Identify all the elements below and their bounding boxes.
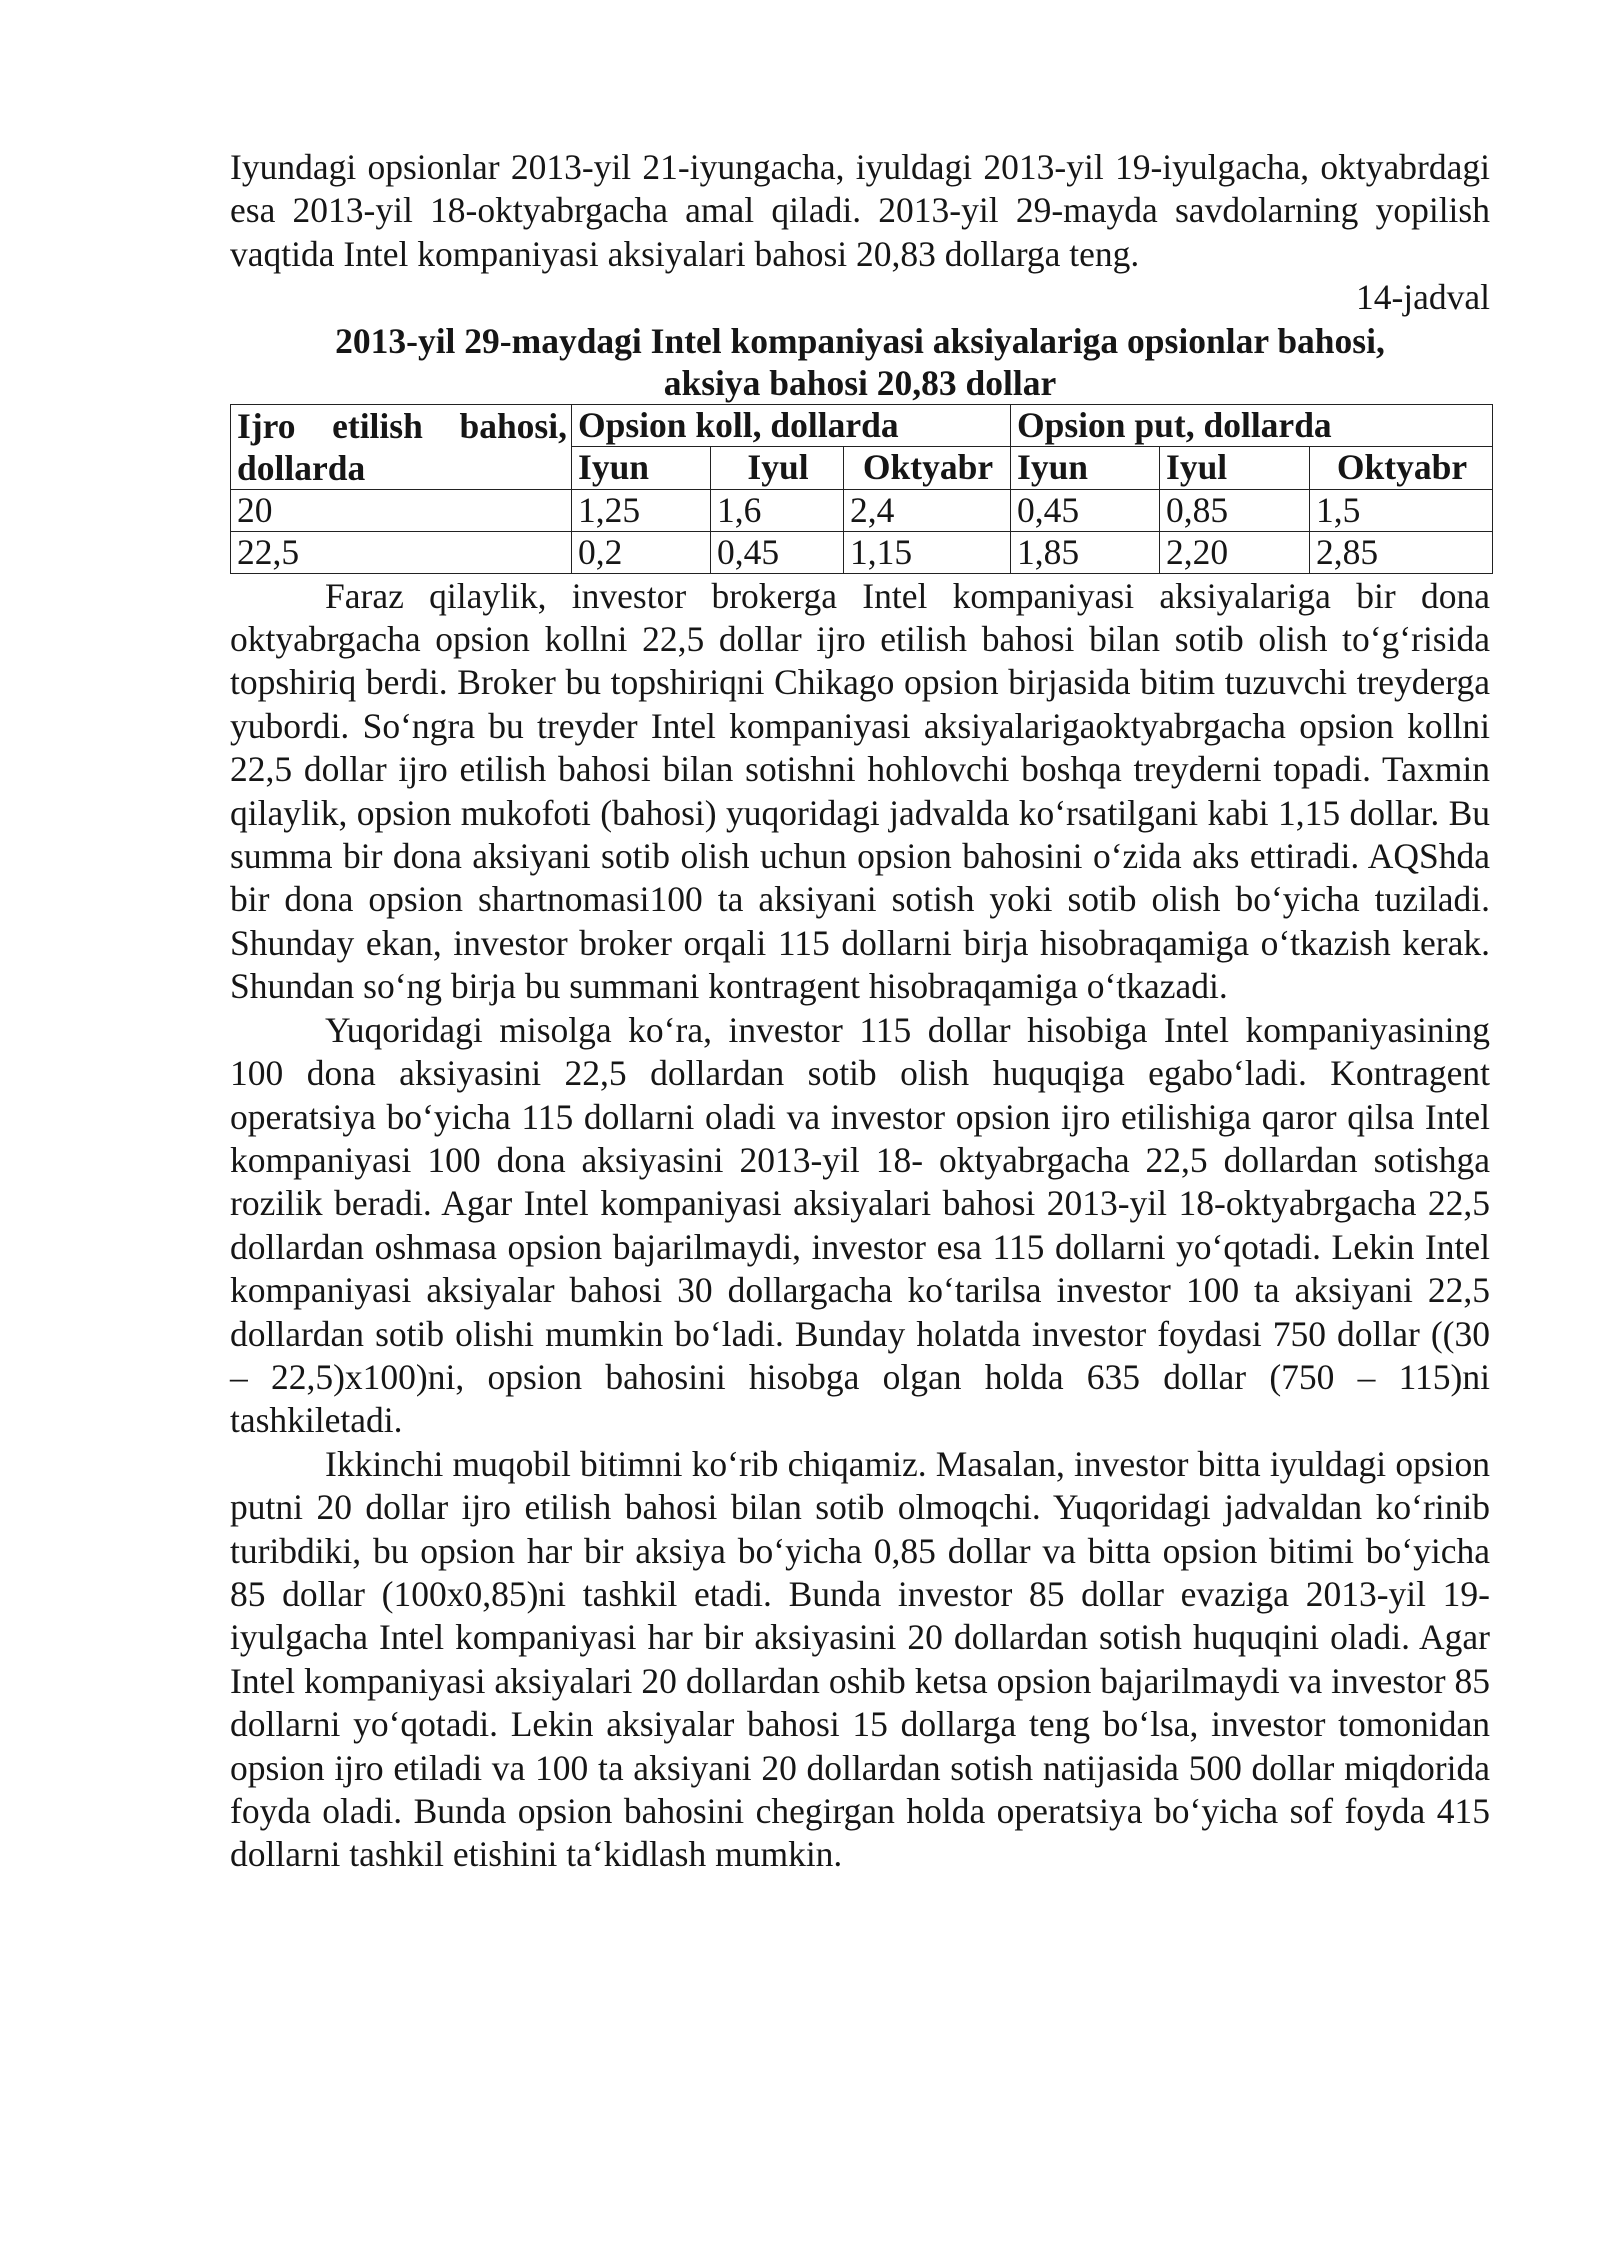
header-put-option: Opsion put, dollarda <box>1011 404 1493 447</box>
body-paragraph: Ikkinchi muqobil bitimni ko‘rib chiqamiz. Masalan, investor bitta iyuldagi opsion putni 20 dollar ijro etilish bahosi bilan sotib olmoqchi. Yuqoridagi jadvaldan ko‘rinib turibdiki, bu opsion har bir aksiya bo‘yicha 0,85 dollar va bitta opsion bitimi bo‘yicha 85 dollar (100x0,85)ni tashkil etadi. Bunda investor 85 dollar evaziga 2013-yil 19-iyulgacha Intel kompaniyasi har bir aksiyasini 20 dollardan sotish huquqini oladi. Agar Intel kompaniyasi aksiyalari 20 dollardan oshib ketsa opsion bajarilmaydi va investor 85 dollarni yo‘qotadi. Lekin aksiyalar bahosi 15 dollarga teng bo‘lsa, investor tomonidan opsion ijro etiladi va 100 ta aksiyani 20 dollardan sotish natijasida 500 dollar miqdorida foyda oladi. Bunda opsion bahosini chegirgan holda operatsiya bo‘yicha sof foyda 415 dollarni tashkil etishini ta‘kidlash mumkin. <box>230 1443 1490 1875</box>
intro-paragraph: Iyundagi opsionlar 2013-yil 21-iyungacha, iyuldagi 2013-yil 19-iyulgacha, oktyabrdagi esa 2013-yil 18-oktyabrgacha amal qiladi. 2013-yil 29-mayda savdolarning yopilish vaqtida Intel kompaniyasi aksiyalari bahosi 20,83 dollarga teng. <box>230 147 1490 274</box>
body-paragraph: Faraz qilaylik, investor brokerga Intel kompaniyasi aksiyalariga bir dona oktyabrgacha opsion kollni 22,5 dollar ijro etilish bahosi bilan sotib olish to‘g‘risida topshiriq berdi. Broker bu topshiriqni Chikago opsion birjasida bitim tuzuvchi treyderga yubordi. So‘ngra bu treyder Intel kompaniyasi aksiyalarigaoktyabrgacha opsion kollni 22,5 dollar ijro etilish bahosi bilan sotishni hohlovchi boshqa treyderni topadi. Taxmin qilaylik, opsion mukofoti (bahosi) yuqoridagi jadvalda ko‘rsatilgani kabi 1,15 dollar. Bu summa bir dona aksiyani sotib olish uchun opsion bahosini o‘zida aks ettiradi. AQShda bir dona opsion shartnomasi100 ta aksiyani sotish yoki sotib olish bo‘yicha tuziladi. Shunday ekan, investor broker orqali 115 dollarni birja hisobraqamiga o‘tkazish kerak. Shundan so‘ng birja bu summani kontragent hisobraqamiga o‘tkazadi. <box>230 575 1490 1007</box>
table-cell: 22,5 <box>231 531 572 573</box>
options-price-table <box>230 404 1493 574</box>
body-paragraph: Yuqoridagi misolga ko‘ra, investor 115 dollar hisobiga Intel kompaniyasining 100 dona aksiyasini 22,5 dollardan sotib olish huquqiga egabo‘ladi. Kontragent operatsiya bo‘yicha 115 dollarni oladi va investor opsion ijro etilishiga qaror qilsa Intel kompaniyasi 100 dona aksiyasini 2013-yil 18- oktyabrgacha 22,5 dollardan sotishga rozilik beradi. Agar Intel kompaniyasi aksiyalari bahosi 2013-yil 18-oktyabrgacha 22,5 dollardan oshmasa opsion bajarilmaydi, investor esa 115 dollarni yo‘qotadi. Lekin Intel kompaniyasi aksiyalar bahosi 30 dollargacha ko‘tarilsa investor 100 ta aksiyani 22,5 dollardan sotib olishi mumkin bo‘ladi. Bunday holatda investor foydasi 750 dollar ((30 – 22,5)x100)ni, opsion bahosini hisobga olgan holda 635 dollar (750 – 115)ni tashkiletadi. <box>230 1009 1490 1441</box>
header-month: Iyun <box>572 447 711 490</box>
header-month: Iyul <box>711 447 844 490</box>
table-cell: 1,25 <box>572 489 711 531</box>
header-strike-price: Ijro etilish bahosi, dollarda <box>231 404 572 489</box>
table-cell: 2,85 <box>1310 531 1493 573</box>
table-cell: 2,4 <box>844 489 1011 531</box>
table-number: 14-jadval <box>1355 277 1490 318</box>
table-cell: 2,20 <box>1160 531 1310 573</box>
table-row <box>231 531 1493 573</box>
table-cell: 20 <box>231 489 572 531</box>
table-cell: 1,5 <box>1310 489 1493 531</box>
header-call-option: Opsion koll, dollarda <box>572 404 1011 447</box>
header-month: Oktyabr <box>844 447 1011 490</box>
header-month: Iyul <box>1160 447 1310 490</box>
document-page <box>230 146 1490 1877</box>
table-row <box>231 489 1493 531</box>
table-cell: 0,45 <box>1011 489 1160 531</box>
table-cell: 1,6 <box>711 489 844 531</box>
table-header-row <box>231 404 1493 447</box>
table-cell: 1,85 <box>1011 531 1160 573</box>
table-cell: 0,2 <box>572 531 711 573</box>
table-cell: 0,85 <box>1160 489 1310 531</box>
table-title: 2013-yil 29-maydagi Intel kompaniyasi aksiyalariga opsionlar bahosi, aksiya bahosi 20,83 dollar <box>335 320 1385 403</box>
header-month: Oktyabr <box>1310 447 1493 490</box>
table-cell: 0,45 <box>711 531 844 573</box>
header-month: Iyun <box>1011 447 1160 490</box>
table-cell: 1,15 <box>844 531 1011 573</box>
